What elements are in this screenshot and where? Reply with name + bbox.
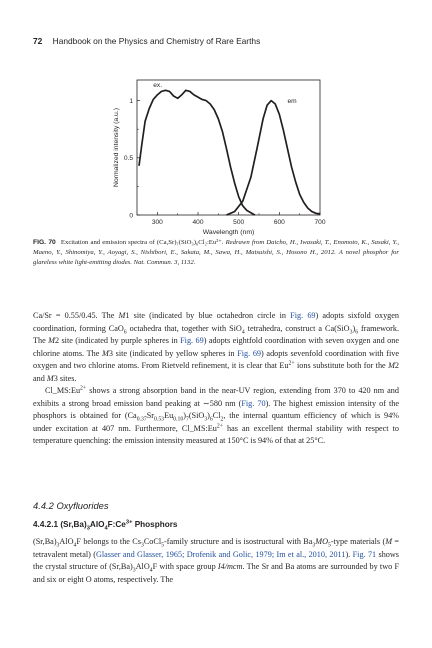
text-run: 6: [209, 417, 213, 424]
text-run: 3+: [125, 519, 133, 526]
text-run: tetrahedra, construct a Ca(SiO: [244, 323, 350, 333]
text-run: ): [352, 323, 356, 333]
figure-link[interactable]: Fig. 69: [237, 348, 262, 358]
text-run: ) adopts sevenfold coordination with five oxygen and two chlorine atoms. From Rietveld refinement, it is clear that Eu: [33, 348, 399, 371]
text-run: Ca/Sr = 0.55/0.45. The: [33, 311, 119, 320]
text-run: 3 sites.: [53, 373, 77, 383]
text-run: M: [102, 348, 109, 358]
text-run: 5: [328, 542, 331, 549]
text-run: M: [48, 336, 55, 346]
y-tick-label: 0.5: [123, 155, 133, 163]
text-run: 4: [149, 567, 153, 574]
text-run: Cl: [212, 411, 221, 421]
text-run: 4: [73, 542, 77, 549]
text-run: M: [385, 537, 393, 546]
x-tick-label: 300: [151, 219, 163, 226]
text-run: AlO: [89, 520, 105, 529]
text-run: 7: [185, 417, 189, 424]
text-run: Sr: [146, 411, 155, 421]
y-tick-label: 0: [129, 212, 133, 220]
emission-curve: [226, 101, 320, 215]
citation-link[interactable]: Glasser and Glasser, 1965; Drofenik and Golic, 1979; Im et al., 2010, 2011: [95, 549, 346, 559]
text-run: 4.4.2.1 (Sr,Ba): [33, 520, 87, 529]
text-run: framework. The: [33, 323, 400, 346]
series-label-ex: ex.: [153, 81, 163, 89]
figure-link[interactable]: Fig. 71: [352, 549, 377, 559]
text-run: I4/mcm: [217, 562, 243, 572]
text-run: = tetravalent metal) (: [33, 537, 400, 559]
text-run: -family structure and is isostructural with Ba: [164, 537, 313, 546]
figure-link[interactable]: Fig. 70: [241, 398, 266, 408]
body-text-block: [33, 310, 399, 448]
text-run: 0.37: [136, 417, 147, 424]
text-run: 2 and: [33, 361, 399, 383]
text-run: 0.10: [173, 417, 184, 424]
text-run: . The Sr and Ba atoms are surrounded by two F and six or eight O atoms, respectively. The: [33, 562, 399, 584]
figure-label: FIG. 70: [33, 239, 56, 246]
text-run: M: [118, 311, 126, 320]
x-tick-label: 500: [233, 219, 245, 226]
y-tick-label: 1: [129, 97, 133, 105]
text-run: octahedra that, together with SiO: [126, 323, 242, 333]
text-run: has an excellent thermal stability with respect to temperature quenching: the emission intensity measured at 150°C is 94% of that at 25°C.: [33, 423, 399, 446]
text-run: , the internal quantum efficiency of which is 94% under excitation at 407 nm. Furthermore, Cl_MS:Eu: [33, 411, 399, 433]
text-run: 3 site (indicated by yellow spheres in: [108, 348, 238, 358]
caption-credit: Redrawn from Daicho, H., Iwasaki, T., Enomoto, K., Sasaki, Y., Maeno, Y., Shinomiya, Y., Aoyagi, S., Nishibori, E., Sakata, M., Sawa, H., Matsuishi, S., Hosono H., 2012. A novel phosphor for glareless white light-emitting diodes. Nat. Commun. 3, 1132.: [33, 239, 399, 267]
paragraph-1: [33, 310, 399, 385]
text-run: Eu: [164, 411, 174, 421]
text-run: ions substitute both for the: [294, 361, 389, 371]
text-run: AlO: [135, 562, 150, 572]
page-number: 72: [33, 36, 43, 46]
figure-link[interactable]: Fig. 69: [180, 336, 204, 346]
text-run: M: [388, 361, 395, 371]
text-run: 0.53: [154, 417, 165, 424]
text-run: 4: [241, 329, 245, 336]
text-run: 1 site (indicated by blue octahedron circle in: [125, 311, 291, 320]
running-title: Handbook on the Physics and Chemistry of Rare Earths: [52, 36, 261, 46]
text-run: 4: [104, 525, 108, 532]
text-run: ) adopts eightfold coordination with seven oxygen and one chlorine atoms. The: [33, 336, 399, 358]
text-run: (SiO: [188, 411, 205, 421]
text-run: ).: [345, 549, 353, 559]
caption-main: Excitation and emission spectra of (Ca,Sr)₇(SiO₃)₆Cl₂:Eu²⁺.: [60, 239, 224, 246]
text-run: MO: [315, 537, 328, 546]
text-run: 3: [56, 542, 60, 549]
x-tick-label: 700: [314, 219, 326, 226]
text-run: 3: [140, 542, 144, 549]
text-run: 2 site (indicated by purple spheres in: [54, 336, 181, 346]
text-run: 2: [220, 417, 224, 424]
excitation-curve: [139, 90, 255, 215]
text-run: Phosphors: [132, 520, 178, 529]
text-run: shows the crystal structure of (Sr,Ba): [33, 549, 399, 572]
text-run: shows a strong absorption band in the near-UV region, extending from 370 to 420 nm and exhibits a strong broad emission band peaking at ∼580 nm (: [33, 386, 399, 408]
figure-link[interactable]: Fig. 69: [290, 311, 316, 320]
spectra-chart: [0, 0, 432, 240]
text-run: 2+: [288, 360, 295, 367]
text-run: ): [183, 411, 186, 421]
text-run: ). The highest emission intensity of the phosphors is obtained for (Ca: [33, 398, 399, 421]
paragraph-3: [33, 536, 399, 586]
x-tick-label: 400: [192, 219, 204, 226]
paragraph-2: [33, 385, 399, 448]
text-run: F:Ce: [107, 520, 126, 529]
text-run: 3: [204, 417, 208, 424]
text-run: F belongs to the Cs: [76, 537, 141, 546]
text-run: 2+: [216, 423, 223, 430]
text-run: 5: [161, 542, 164, 549]
section-heading: 4.4.2 Oxyfluorides: [33, 500, 109, 511]
text-run: AlO: [59, 537, 74, 546]
text-run: M: [46, 373, 54, 383]
text-run: 3: [349, 329, 353, 336]
text-run: F with space group: [152, 562, 218, 572]
figure-caption: [33, 238, 399, 268]
y-axis-label: Normalized intensity (a.u.): [113, 108, 120, 187]
text-run: (Sr,Ba): [33, 537, 57, 546]
subsection-heading: [33, 519, 178, 532]
text-run: 6: [355, 329, 359, 336]
text-run: 3: [312, 542, 316, 549]
text-run: 3: [86, 525, 90, 532]
text-run: ) adopts sixfold oxygen coordination, forming CaO: [33, 311, 399, 333]
text-run: -type materials (: [330, 537, 386, 546]
text-run: 2+: [80, 385, 87, 392]
text-run: 3: [132, 567, 136, 574]
series-label-em: em: [287, 97, 297, 105]
body-text-block-2: [33, 536, 399, 586]
x-tick-label: 600: [273, 219, 285, 226]
text-run: 6: [123, 329, 127, 336]
x-axis-label: Wavelength (nm): [202, 229, 255, 236]
text-run: CoCl: [143, 537, 162, 546]
text-run: ): [207, 411, 210, 421]
text-run: Cl_MS:Eu: [45, 386, 81, 396]
